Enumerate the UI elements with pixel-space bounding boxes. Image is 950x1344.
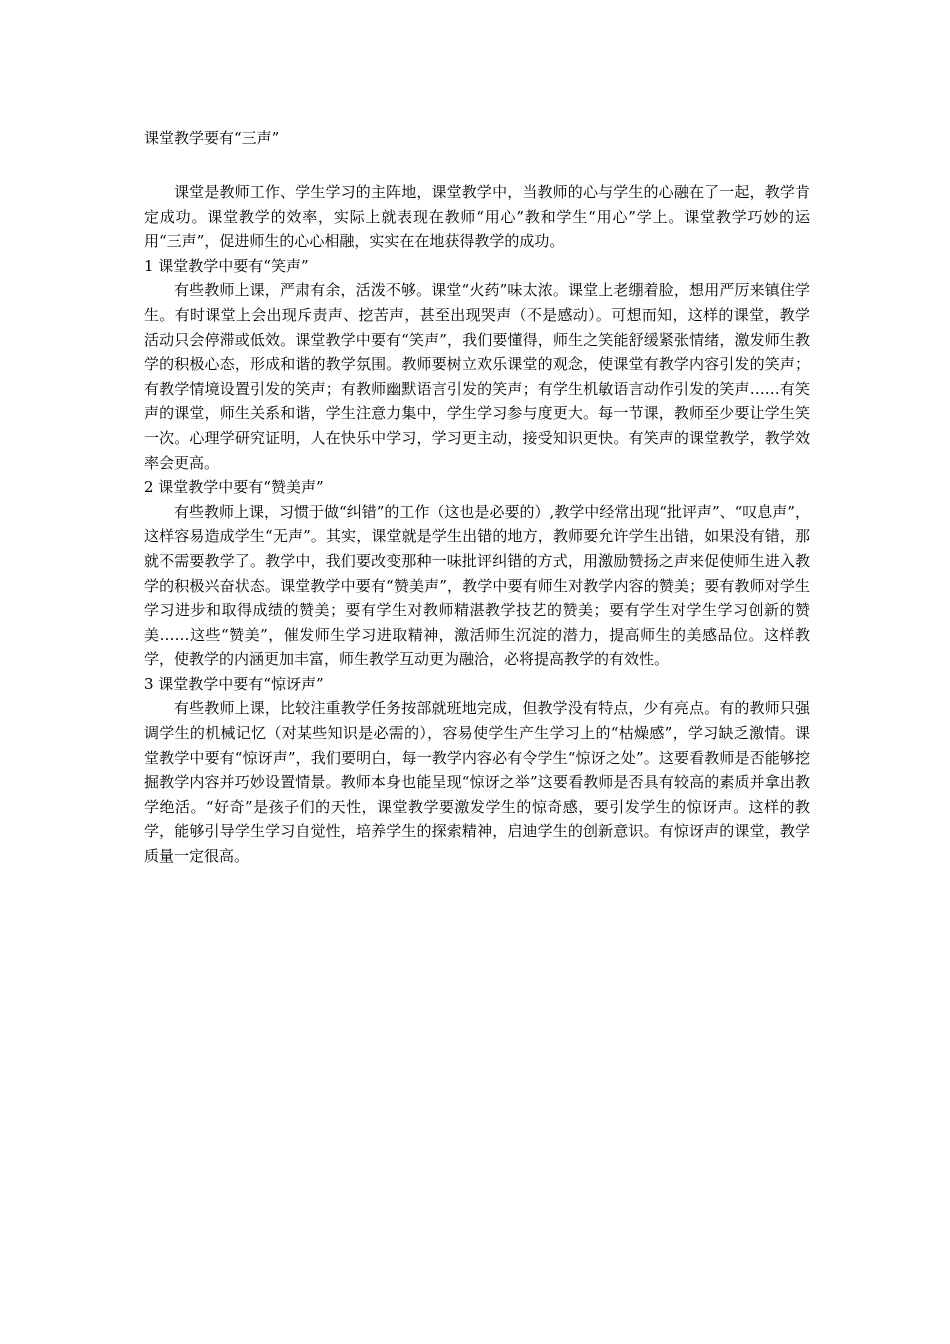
section-laughter — [144, 254, 810, 475]
document-title: 课堂教学要有“三声” — [144, 129, 280, 147]
section-body: 有些教师上课，严肃有余，活泼不够。课堂“火药”味太浓。课堂上老绷着脸，想用严厉来镇住学生。有时课堂上会出现斥责声、挖苦声，甚至出现哭声（不是感动）。可想而知，这样的课堂，教学活动只会停滞或低效。课堂教学中要有“笑声”，我们要懂得，师生之笑能舒缓紧张情绪，激发师生教学的积极心态，形成和谐的教学氛围。教师要树立欢乐课堂的观念，使课堂有教学内容引发的笑声；有教学情境设置引发的笑声；有教师幽默语言引发的笑声；有学生机敏语言动作引发的笑声……有笑声的课堂，师生关系和谐，学生注意力集中，学生学习参与度更大。每一节课，教师至少要让学生笑一次。心理学研究证明，人在快乐中学习，学习更主动，接受知识更快。有笑声的课堂教学，教学效率会更高。 — [144, 281, 810, 472]
section-body: 有些教师上课，比较注重教学任务按部就班地完成，但教学没有特点，少有亮点。有的教师只强调学生的机械记忆（对某些知识是必需的），容易使学生产生学习上的“枯燥感”，学习缺乏激情。课堂教学中要有“惊讶声”，我们要明白，每一教学内容必有令学生“惊讶之处”。这要看教师是否能够挖掘教学内容并巧妙设置情景。教师本身也能呈现“惊讶之举”这要看教师是否具有较高的素质并拿出教学绝活。“好奇”是孩子们的天性，课堂教学要激发学生的惊奇感，要引发学生的惊讶声。这样的教学，能够引导学生学习自觉性，培养学生的探索精神，启迪学生的创新意识。有惊讶声的课堂，教学质量一定很高。 — [144, 699, 810, 866]
section-heading: 2 课堂教学中要有“赞美声” — [144, 478, 324, 497]
section-praise — [144, 475, 810, 672]
section-body: 有些教师上课，习惯于做“纠错”的工作（这也是必要的）,教学中经常出现“批评声”、“叹息声”，这样容易造成学生“无声”。其实，课堂就是学生出错的地方，教师要允许学生出错，如果没有错，那就不需要教学了。教学中，我们要改变那种一味批评纠错的方式，用激励赞扬之声来促使师生进入教学的积极兴奋状态。课堂教学中要有“赞美声”，教学中要有师生对教学内容的赞美；要有教师对学生学习进步和取得成绩的赞美；要有学生对教师精湛教学技艺的赞美；要有学生对学生学习创新的赞美……这些“赞美”，催发师生学习进取精神，激活师生沉淀的潜力，提高师生的美感品位。这样教学，使教学的内涵更加丰富，师生教学互动更为融洽，必将提高教学的有效性。 — [144, 502, 810, 669]
document-page — [144, 126, 810, 869]
section-surprise — [144, 672, 810, 869]
section-heading: 3 课堂教学中要有“惊讶声” — [144, 674, 324, 693]
section-heading: 1 课堂教学中要有“笑声” — [144, 256, 309, 275]
intro-paragraph: 课堂是教师工作、学生学习的主阵地，课堂教学中，当教师的心与学生的心融在了一起，教学肯定成功。课堂教学的效率，实际上就表现在教师“用心”教和学生“用心”学上。课堂教学巧妙的运用“三声”，促进师生的心心相融，实实在在地获得教学的成功。 — [144, 183, 810, 251]
